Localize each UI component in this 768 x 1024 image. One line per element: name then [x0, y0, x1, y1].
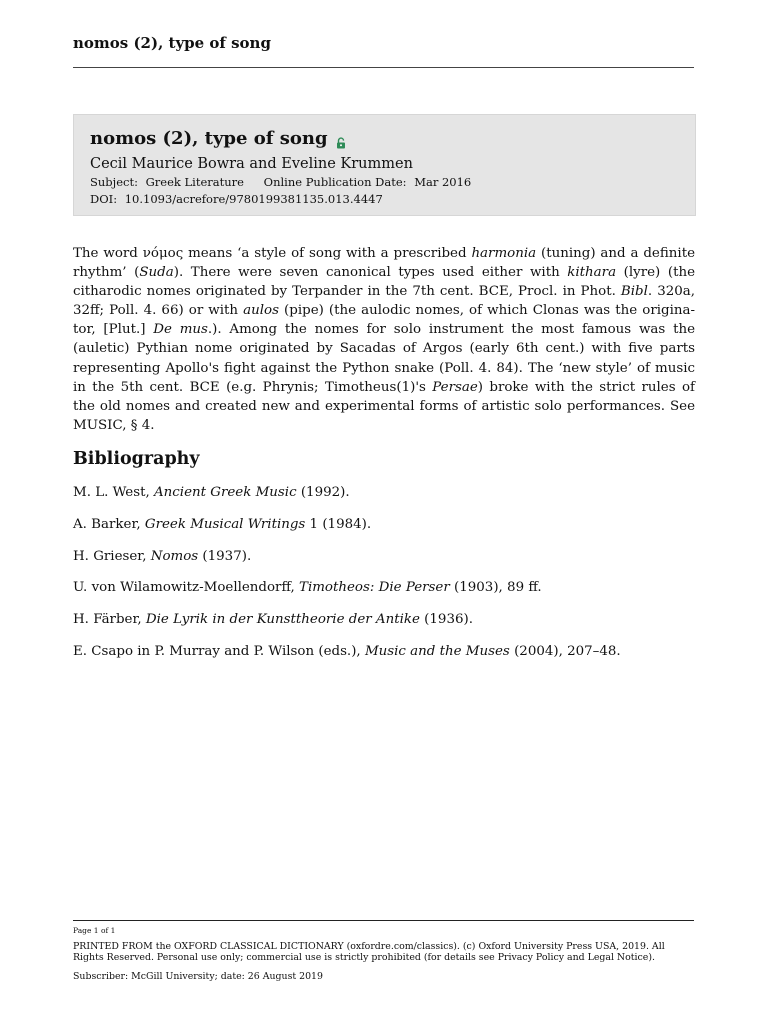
body-line: the old nomes and created new and experimental forms of artistic solo performances. See: [73, 398, 695, 414]
bibliography-item: H. Färber, Die Lyrik in der Kunsttheorie der Antike (1936).: [73, 612, 473, 628]
bibliography-item: E. Csapo in P. Murray and P. Wilson (eds.), Music and the Muses (2004), 207–48.: [73, 643, 621, 659]
bibliography-item: H. Grieser, Nomos (1937).: [73, 548, 252, 564]
bibliography-heading: Bibliography: [73, 449, 200, 469]
subject-line: [90, 175, 679, 190]
body-line: representing Apollo's fight against the Python snake (Poll. 4. 84). The ‘new style’ of music: [73, 360, 695, 376]
doi-line: [90, 192, 679, 207]
article-title-row: [90, 128, 679, 150]
online-date-label: Online Publication Date:: [263, 175, 407, 189]
bibliography-item: A. Barker, Greek Musical Writings 1 (1984).: [73, 516, 372, 532]
italic-term: De mus: [153, 322, 208, 338]
open-access-lock-icon: [336, 133, 346, 145]
article-authors: Cecil Maurice Bowra and Eveline Krummen: [90, 156, 413, 172]
page-number: Page 1 of 1: [73, 926, 116, 935]
header-divider: [73, 67, 694, 68]
bibliography-item: U. von Wilamowitz-Moellendorff, Timotheos: Die Perser (1903), 89 ff.: [73, 580, 542, 596]
doi-label: DOI:: [90, 192, 118, 206]
article-body: [73, 244, 695, 435]
subscriber-info: Subscriber: McGill University; date: 26 August 2019: [73, 971, 323, 982]
copyright-notice: PRINTED FROM the OXFORD CLASSICAL DICTIONARY (oxfordre.com/classics). (c) Oxford University Press USA, 2019. All Rights Reserved. Personal use only; commercial use is strictly prohibited (for details see Privacy Policy and Legal Notice).: [73, 941, 665, 963]
body-line: citharodic nomes originated by Terpander in the 7th cent. BCE, Procl. in Phot. Bibl. 320a,: [73, 284, 695, 300]
body-paragraph: [73, 244, 695, 435]
body-line: (auletic) Pythian nome originated by Sacadas of Argos (early 6th cent.) with five parts: [73, 341, 695, 357]
greek-term: νόμος: [142, 246, 184, 261]
italic-term: Suda: [139, 265, 174, 281]
running-head: nomos (2), type of song: [73, 34, 271, 52]
body-line: in the 5th cent. BCE (e.g. Phrynis; Timotheus(1)'s Persae) broke with the strict rules of: [73, 379, 695, 395]
article-header-box: [73, 114, 696, 216]
body-line: tor, [Plut.] De mus.). Among the nomes for solo instrument the most famous was the: [73, 322, 695, 338]
italic-term: kithara: [567, 265, 617, 281]
subject-label: Subject:: [90, 175, 138, 189]
body-line: The word νόμος means ‘a style of song with a prescribed harmonia (tuning) and a definite: [73, 246, 695, 261]
article-title: nomos (2), type of song: [90, 128, 328, 149]
footer-divider: [73, 920, 694, 921]
subject-value[interactable]: Greek Literature: [145, 175, 244, 189]
italic-term: harmonia: [471, 246, 537, 261]
italic-term: Bibl: [620, 284, 648, 300]
online-date-value: Mar 2016: [414, 175, 472, 189]
bibliography-list: [73, 484, 695, 675]
body-line-cross-reference[interactable]: MUSIC, § 4.: [73, 417, 155, 433]
italic-term: aulos: [243, 303, 279, 319]
doi-value[interactable]: 10.1093/acrefore/9780199381135.013.4447: [124, 192, 383, 206]
italic-term: Persae: [432, 379, 478, 395]
body-line: rhythm’ (Suda). There were seven canonical types used either with kithara (lyre) (the: [73, 265, 695, 281]
bibliography-item: M. L. West, Ancient Greek Music (1992).: [73, 485, 350, 500]
body-line: 32ff; Poll. 4. 66) or with aulos (pipe) (the aulodic nomes, of which Clonas was the origina-: [73, 303, 695, 319]
